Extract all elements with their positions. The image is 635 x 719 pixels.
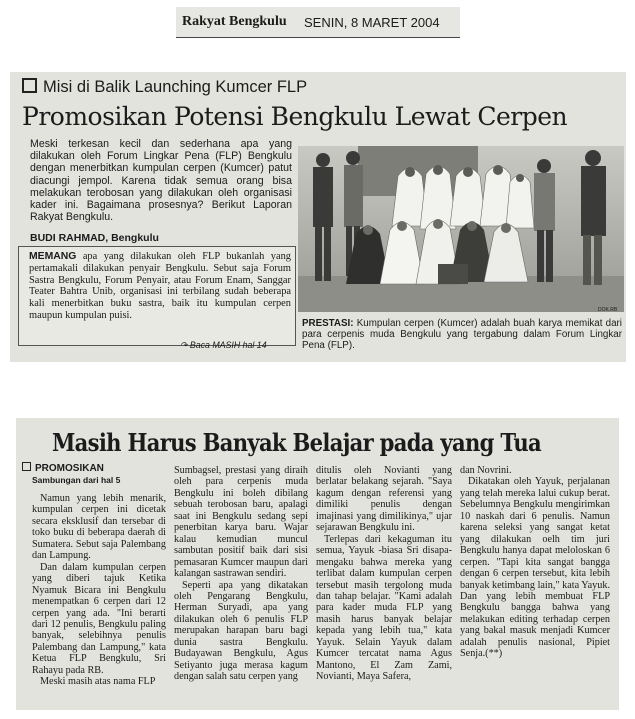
article-column-4 <box>460 465 610 660</box>
checkbox-bullet-icon <box>22 462 31 471</box>
article-headline: Masih Harus Banyak Belajar pada yang Tua <box>52 428 542 457</box>
article-column-1 <box>32 493 166 688</box>
publication-date: SENIN, 8 MARET 2004 <box>304 15 440 30</box>
continuation-note: Sambungan dari hal 5 <box>32 475 121 485</box>
paragraph: dan Novrini. <box>460 465 512 476</box>
publication-name: Rakyat Bengkulu <box>182 14 287 29</box>
article-column-2 <box>174 465 308 683</box>
article-column-3 <box>316 465 452 683</box>
paragraph: Sumbagsel, prestasi yang diraih oleh para cerpenis muda Bengkulu ini boleh dibilang sebuah terobosan baru, apalagi saat ini Bengkulu sedang sepi penerbitan karya baru. Wajar kalau kemudian muncul sambutan positif baik dari sisi pemasaran Kumcer maupun dari kalangan sastrawan sendiri. <box>174 465 308 580</box>
article-body: MEMANG apa yang dilakukan oleh FLP bukanlah yang pertamakali dilakukan penyair Bengkulu. Sebut saja Forum Sastra Bengkulu, Forum Penyair, atau Forum Enam, Sanggar Teater Bahtra Unib, organisasi ini terbilang sudah beberapa kali menerbitkan buku sastra, baik itu kumpulan cerpen maupun kumpulan puisi. <box>29 251 291 321</box>
section-label: PROMOSIKAN <box>22 462 104 474</box>
article-body-box <box>18 246 296 346</box>
group-photo <box>298 146 624 312</box>
masthead <box>176 7 460 38</box>
article-clipping-1 <box>10 72 626 362</box>
continued-note: ↷ Baca MASIH hal 14 <box>180 340 267 350</box>
paragraph: ditulis oleh Novianti yang berlatar belakang sejarah. "Saya kagum dengan referensi yang dimiliki penulis dengan imajinasi yang dimilikinya," ujar sejarawan Bengkulu ini. <box>316 465 452 534</box>
article-clipping-2 <box>16 418 619 710</box>
photo-credit: DOK.RB <box>598 307 618 313</box>
paragraph: Seperti apa yang dikatakan oleh Pengarang Bengkulu, Herman Suryadi, apa yang dilakukan oleh 6 penulis FLP merupakan harapan baru bagi dunia sastra Bengkulu. Budayawan Bengkulu, Agus Setiyanto juga merasa kagum dengan salah satu cerpen yang <box>174 579 308 683</box>
paragraph: Meski masih atas nama FLP <box>40 676 156 688</box>
article-headline: Promosikan Potensi Bengkulu Lewat Cerpen <box>22 102 568 131</box>
article-kicker: Misi di Balik Launching Kumcer FLP <box>22 78 307 97</box>
paragraph: Namun yang lebih menarik, kumpulan cerpen ini dicetak secara eksklusif dan tersebar di toko buku di beberapa daerah di Sumatera. Sebut saja Palembang dan Lampung. <box>32 493 166 562</box>
article-lead: Meski terkesan kecil dan sederhana apa yang dilakukan oleh Forum Lingkar Pena (FLP) Bengkulu dengan menerbitkan kumpulan cerpen (Kumcer) patut diacungi jempol. Karena tidak semua orang bisa melakukan terobosan yang dilakukan oleh organisasi kader ini. Bagaimana prosesnya? Berikut Laporan Rakyat Bengkulu. <box>30 138 292 224</box>
checkbox-bullet-icon <box>22 78 37 93</box>
photo-caption: PRESTASI: Kumpulan cerpen (Kumcer) adalah buah karya memikat dari para cerpenis muda Bengkulu yang tergabung dalam Forum Lingkar Pena (FLP). <box>302 318 622 351</box>
paragraph: Dikatakan oleh Yayuk, perjalanan yang telah mereka lalui cukup berat. Sebelumnya Bengkulu mengirimkan 10 naskah dari 6 penulis. Namun karena seleksi yang sangat ketat yang dilakukan oelh tim juri Bengkulu hanya dapat meloloskan 6 cerpen. "Tapi kita sangat bangga dengan 6 cerpen tersebut, kita lebih banyak ketimbang lain," kata Yayuk. Dan yang lebih membuat FLP Bengkulu bangga bahwa yang melakukan editing terhadap cerpen yang bakal masuk menjadi Kumcer adalah penulis nasional, Pipiet Senja.(**) <box>460 476 610 660</box>
paragraph: Dan dalam kumpulan cerpen yang diberi tajuk Ketika Nyamuk Bicara ini Bengkulu menempatkan 6 cerpen dari 12 cerpen yang ada. "Ini berarti dari 12 penulis, Bengkulu paling banyak, selebihnya penulis Palembang dan Lampung," kata Ketua FLP Bengkulu, Sri Rahayu pada RB. <box>32 561 166 676</box>
article-byline: BUDI RAHMAD, Bengkulu <box>30 232 159 244</box>
paragraph: Terlepas dari kekaguman itu semua, Yayuk -biasa Sri disapa- mengaku bahwa mereka yang terlibat dalam kumpulan cerpen tersebut masih tergolong muda dan tahap belajar. "Kami adalah para kader muda FLP yang masih harus banyak belajar kepada yang lebih tua," kata Yayuk. Selain Yayuk dalam Kumcer tercatat nama Agus Mantono, El Zam Zami, Novianti, Maya Safera, <box>316 533 452 683</box>
